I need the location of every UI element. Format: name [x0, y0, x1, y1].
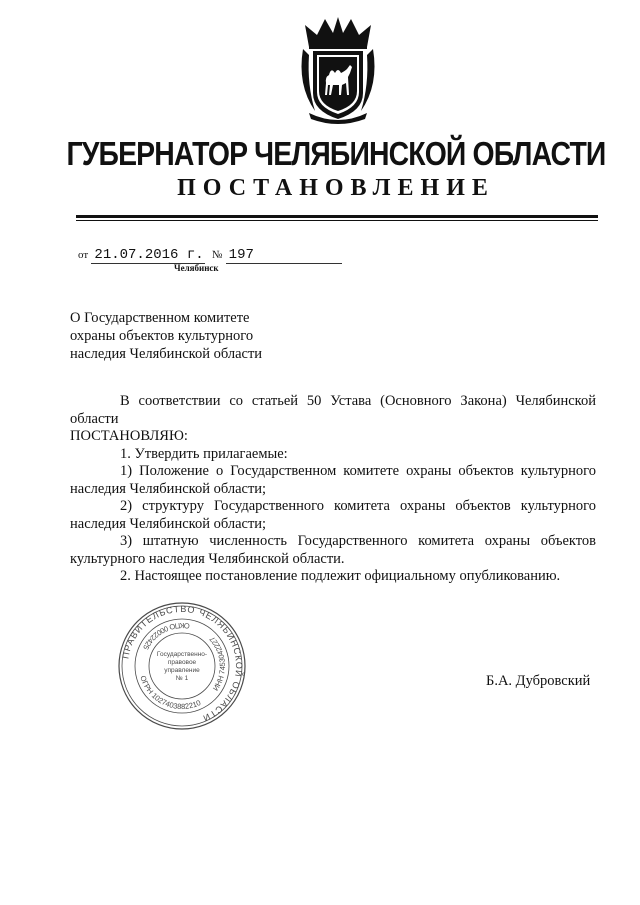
number-value: 197: [226, 248, 342, 264]
document-type-heading: ПОСТАНОВЛЕНИЕ: [177, 175, 495, 201]
item-2: 2. Настоящее постановление подлежит официальному опубликованию.: [120, 568, 561, 584]
header-rule-thick: [76, 215, 598, 218]
date-number-line: [78, 246, 342, 264]
stamp-ogrn: ОГРН 1027403882210: [138, 674, 203, 712]
coat-of-arms-icon: [295, 15, 381, 125]
governor-title: ГУБЕРНАТОР ЧЕЛЯБИНСКОЙ ОБЛАСТИ: [66, 135, 606, 172]
item-1-1: 1) Положение о Государственном комитете охраны объектов культурного наследия Челябинской области;: [70, 463, 596, 497]
subject-line: наследия Челябинской области: [70, 346, 263, 362]
resolve-heading: ПОСТАНОВЛЯЮ:: [70, 428, 188, 444]
date-value: 21.07.2016 г.: [91, 248, 205, 264]
stamp-okpo: ОКПО 00022425: [141, 620, 191, 652]
document-body: [70, 393, 596, 586]
subject-line: охраны объектов культурного: [70, 328, 254, 344]
subject-line: О Государственном комитете: [70, 310, 250, 326]
city-label: Челябинск: [174, 263, 219, 273]
date-label: от: [78, 249, 89, 261]
preamble-paragraph: В соответствии со статьей 50 Устава (Основного Закона) Челябинской области: [70, 393, 596, 427]
stamp-center-line: управление: [164, 667, 200, 674]
item-1-2: 2) структуру Государственного комитета охраны объектов культурного наследия Челябинской области;: [70, 498, 596, 532]
item-1-3: 3) штатную численность Государственного комитета охраны объектов культурного наследия Челябинской области.: [70, 533, 596, 567]
stamp-center-line: Государственно-: [156, 651, 208, 658]
svg-text:ОГРН 1027403882210: [138, 674, 202, 711]
item-1: 1. Утвердить прилагаемые:: [120, 445, 288, 462]
stamp-center-line: правовое: [167, 659, 197, 666]
stamp-outer-text: ПРАВИТЕЛЬСТВО ЧЕЛЯБИНСКОЙ ОБЛАСТИ: [120, 603, 245, 724]
official-stamp-seal: [116, 600, 248, 732]
number-label: №: [211, 249, 223, 261]
stamp-inn: ИНН 7453042227: [207, 634, 228, 693]
svg-text:ИНН 7453042227: [208, 635, 227, 693]
stamp-center-line: № 1: [175, 675, 189, 682]
document-subject: [70, 309, 290, 363]
header-rule-thin: [76, 220, 598, 221]
signatory-name: Б.А. Дубровский: [486, 673, 591, 689]
